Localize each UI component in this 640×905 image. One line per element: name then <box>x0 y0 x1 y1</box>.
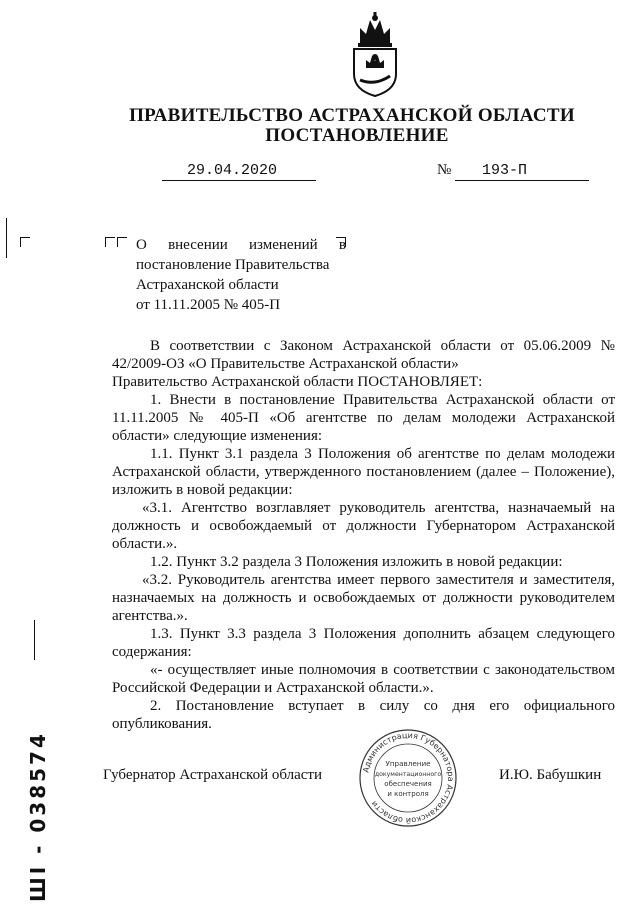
body-paragraph: «3.2. Руководитель агентства имеет первого заместителя и заместителя, назначаемых на должность и освобождаемых от должности руководителем агентства.». <box>112 572 615 624</box>
left-margin-corner-mark <box>20 237 30 247</box>
signatory-position: Губернатор Астраханской области <box>103 767 323 783</box>
document-body <box>112 337 615 733</box>
subject-word: внесении <box>168 237 228 253</box>
stamp-ring-text: Администрация Губернатора Астраханской области <box>361 730 456 826</box>
subject-line-4: от 11.11.2005 № 405-П <box>136 297 281 313</box>
body-paragraph: «- осуществляет иные полномочия в соответствии с законодательством Российской Федерации и Астраханской области.». <box>112 662 615 696</box>
subject-line-1 <box>136 235 346 255</box>
number-underline <box>455 180 589 181</box>
left-edge-mark <box>6 218 7 258</box>
stamp-center-line: Управление <box>385 759 431 768</box>
subject-line-3: Астраханской области <box>136 277 279 293</box>
body-paragraph: 1.3. Пункт 3.3 раздела 3 Положения дополнить абзацем следующего содержания: <box>112 626 615 660</box>
body-paragraph: В соответствии с Законом Астраханской области от 05.06.2009 № 42/2009-ОЗ «О Правительстве Астраханской области» <box>112 338 615 372</box>
coat-of-arms-emblem <box>346 10 404 100</box>
subject-corner-mark-left-2 <box>117 237 127 247</box>
date-underline <box>162 180 316 181</box>
stamp-center-line: документационного <box>374 771 442 778</box>
government-title: ПРАВИТЕЛЬСТВО АСТРАХАНСКОЙ ОБЛАСТИ <box>129 105 575 126</box>
number-label: № <box>437 162 452 178</box>
official-stamp <box>358 728 458 828</box>
body-paragraph: 2. Постановление вступает в силу со дня его официального опубликования. <box>112 698 615 732</box>
body-paragraph: 1.1. Пункт 3.1 раздела 3 Положения об агентстве по делам молодежи Астраханской области, утвержденного постановлением (далее – Положение), изложить в новой редакции: <box>112 446 615 498</box>
body-paragraph: 1. Внести в постановление Правительства Астраханской области от 11.11.2005 № 405-П «Об агентстве по делам молодежи Астраханской области» следующие изменения: <box>112 392 615 444</box>
body-paragraph: 1.2. Пункт 3.2 раздела 3 Положения изложить в новой редакции: <box>150 554 563 570</box>
body-paragraph: Правительство Астраханской области ПОСТАНОВЛЯЕТ: <box>112 374 483 390</box>
subject-line-2: постановление Правительства <box>136 257 330 273</box>
document-number: 193-П <box>482 162 528 179</box>
signatory-name: И.Ю. Бабушкин <box>499 767 602 783</box>
document-subject <box>136 235 346 315</box>
stamp-center-line: и контроля <box>387 790 429 798</box>
subject-word: изменений <box>249 237 318 253</box>
stamp-center-line: обеспечения <box>384 780 432 788</box>
subject-word: О <box>136 237 147 253</box>
subject-word: в <box>338 237 346 253</box>
left-margin-tick <box>34 620 35 660</box>
document-date: 29.04.2020 <box>187 162 278 179</box>
document-type-title: ПОСТАНОВЛЕНИЕ <box>265 125 449 146</box>
body-paragraph: «3.1. Агентство возглавляет руководитель агентства, назначаемый на должность и освобождаемый от должности Губернатором Астраханской области.». <box>112 500 615 552</box>
subject-corner-mark-left <box>105 237 115 247</box>
form-serial-number: ШI - 038574 <box>26 731 50 902</box>
